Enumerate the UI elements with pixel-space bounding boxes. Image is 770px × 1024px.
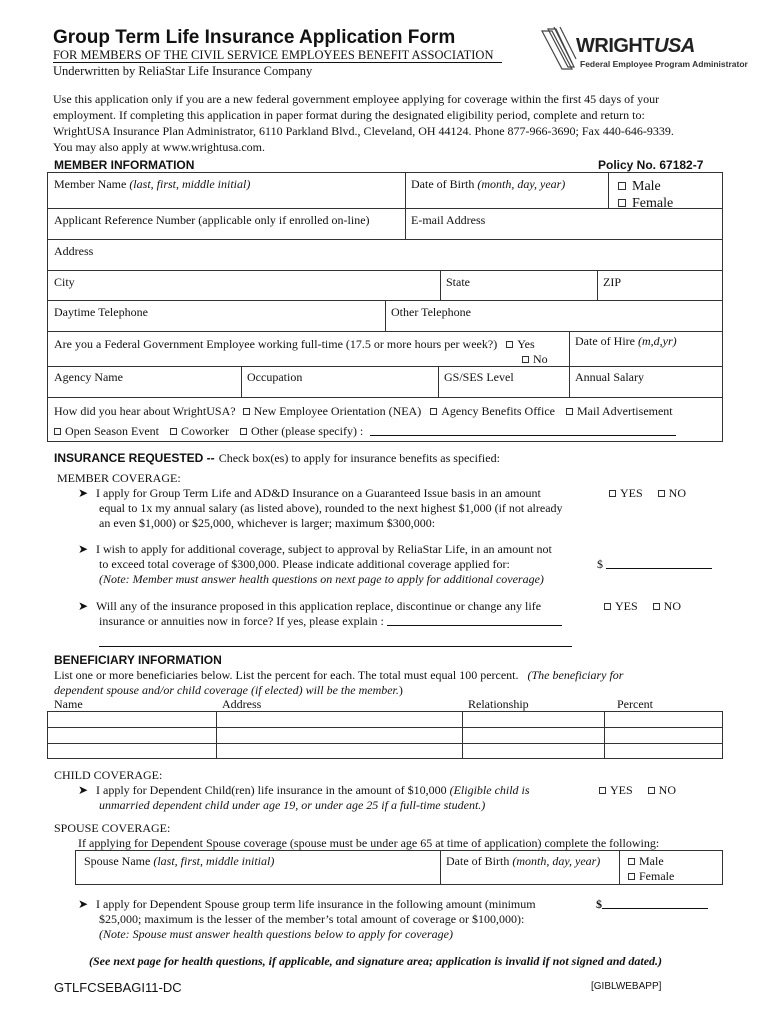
hear-option-label: Agency Benefits Office bbox=[441, 404, 555, 418]
intro-line: Use this application only if you are a new federal government employee applying for coverage within the first 45 days of your bbox=[53, 92, 660, 106]
intro-paragraph bbox=[53, 91, 713, 155]
other-phone-field[interactable] bbox=[385, 301, 477, 324]
table-row[interactable] bbox=[48, 712, 722, 727]
spouse-amount-item bbox=[78, 897, 598, 942]
checkbox-icon[interactable] bbox=[566, 408, 573, 415]
hear-question-text: How did you hear about WrightUSA? bbox=[54, 404, 236, 418]
checkbox-icon[interactable] bbox=[170, 428, 177, 435]
state-label: State bbox=[446, 275, 470, 289]
hear-option-label: Other (please specify) : bbox=[250, 424, 364, 438]
item1-yes-option[interactable] bbox=[609, 486, 643, 500]
fulltime-no-option[interactable] bbox=[516, 348, 554, 371]
intro-line: WrightUSA Insurance Plan Administrator, 6110 Parkland Blvd., Cleveland, OH 44124. Phone 877-966-3690; Fax 440-646-9339. bbox=[53, 124, 674, 138]
member-female-option[interactable] bbox=[618, 195, 673, 212]
yes-label: Yes bbox=[517, 337, 535, 351]
checkbox-icon[interactable] bbox=[599, 787, 606, 794]
member-dob-hint: (month, day, year) bbox=[477, 177, 566, 191]
item-text: an even $1,000) or $25,000, whichever is larger; maximum $300,000: bbox=[99, 516, 436, 530]
dollar-sign: $ bbox=[597, 557, 603, 571]
item-text: insurance or annuities now in force? If yes, please explain : bbox=[99, 614, 384, 628]
hear-option-coworker[interactable] bbox=[170, 424, 229, 438]
additional-amount-input[interactable] bbox=[606, 558, 712, 569]
insurance-heading-row bbox=[54, 449, 500, 467]
hear-option-label: Open Season Event bbox=[65, 424, 159, 438]
hear-option-label: New Employee Orientation (NEA) bbox=[253, 404, 422, 418]
item3-yes-option[interactable] bbox=[604, 599, 638, 613]
beneficiary-instructions bbox=[54, 668, 724, 698]
item-italic: unmarried dependent child under age 19, or under age 25 if a full-time student.) bbox=[99, 798, 486, 812]
wrightusa-logo bbox=[538, 25, 748, 77]
beneficiary-col-address: Address bbox=[222, 697, 262, 711]
beneficiary-col-name: Name bbox=[54, 697, 83, 711]
item1-no-option[interactable] bbox=[658, 486, 686, 500]
insurance-heading-note: Check box(es) to apply for insurance benefits as specified: bbox=[218, 451, 500, 465]
item3-no-option[interactable] bbox=[653, 599, 681, 613]
hear-option-mail[interactable] bbox=[566, 404, 673, 418]
spouse-sex-group bbox=[622, 850, 680, 888]
instruction-text: List one or more beneficiaries below. List the percent for each. The total must equal 100 percent. bbox=[54, 668, 519, 682]
applicant-reference-field[interactable] bbox=[48, 209, 376, 232]
male-label: Male bbox=[639, 854, 664, 868]
hear-option-label: Mail Advertisement bbox=[576, 404, 673, 418]
item-text: I wish to apply for additional coverage, subject to approval by ReliaStar Life, in an amount not bbox=[96, 542, 552, 556]
member-male-option[interactable] bbox=[618, 178, 673, 195]
form-code: [GIBLWEBAPP] bbox=[591, 981, 662, 992]
instruction-italic: (The beneficiary for bbox=[527, 668, 624, 682]
male-label: Male bbox=[632, 179, 661, 194]
female-label: Female bbox=[632, 196, 674, 211]
member-dob-field[interactable] bbox=[405, 173, 571, 196]
member-coverage-item-3 bbox=[78, 599, 598, 650]
item-italic: (Eligible child is bbox=[449, 783, 530, 797]
beneficiary-col-percent: Percent bbox=[617, 697, 653, 711]
checkbox-icon[interactable] bbox=[653, 603, 660, 610]
address-field[interactable] bbox=[48, 240, 99, 263]
address-label: Address bbox=[54, 244, 94, 258]
zip-label: ZIP bbox=[603, 275, 621, 289]
item-text: to exceed total coverage of $300,000. Please indicate additional coverage applied for: bbox=[99, 557, 510, 571]
spouse-amount-input[interactable] bbox=[602, 898, 708, 909]
logo-brand-suffix: USA bbox=[654, 35, 695, 57]
female-label: Female bbox=[639, 869, 675, 883]
member-info-table bbox=[47, 172, 723, 442]
occupation-field[interactable] bbox=[241, 366, 308, 389]
agency-name-field[interactable] bbox=[48, 366, 129, 389]
beneficiary-heading: BENEFICIARY INFORMATION bbox=[54, 653, 222, 667]
item-note: (Note: Spouse must answer health questions below to apply for coverage) bbox=[99, 927, 453, 941]
item-text: equal to 1x my annual salary (as listed above), rounded to the next highest $1,000 (if not already bbox=[99, 501, 563, 515]
checkbox-icon[interactable] bbox=[648, 787, 655, 794]
arrow-bullet-icon: ➤ bbox=[78, 599, 89, 613]
replacement-explain-input[interactable] bbox=[387, 615, 562, 626]
fulltime-question-text: Are you a Federal Government Employee working full-time (17.5 or more hours per week?) bbox=[54, 337, 498, 351]
daytime-phone-field[interactable] bbox=[48, 301, 154, 324]
gs-label: GS/SES Level bbox=[444, 370, 514, 384]
checkbox-icon[interactable] bbox=[430, 408, 437, 415]
hear-option-nea[interactable] bbox=[243, 404, 422, 418]
spouse-female-option[interactable] bbox=[628, 869, 674, 884]
child-yes-no bbox=[599, 783, 676, 798]
child-coverage-heading: CHILD COVERAGE: bbox=[54, 768, 163, 782]
logo-brand: WRIGHT bbox=[576, 35, 655, 57]
underwriter-text: Underwritten by ReliaStar Life Insurance Company bbox=[53, 64, 313, 78]
checkbox-icon[interactable] bbox=[628, 873, 635, 880]
checkbox-icon[interactable] bbox=[618, 199, 626, 207]
checkbox-icon[interactable] bbox=[628, 858, 635, 865]
item-text: I apply for Dependent Spouse group term life insurance in the following amount (minimum bbox=[96, 897, 536, 911]
other-phone-label: Other Telephone bbox=[391, 305, 471, 319]
checkbox-icon[interactable] bbox=[609, 490, 616, 497]
salary-label: Annual Salary bbox=[575, 370, 644, 384]
instruction-italic: dependent spouse and/or child coverage (if elected) will be the member. bbox=[54, 683, 399, 697]
checkbox-icon[interactable] bbox=[618, 182, 626, 190]
city-label: City bbox=[54, 275, 75, 289]
spouse-coverage-heading: SPOUSE COVERAGE: bbox=[54, 821, 171, 835]
item-text: Will any of the insurance proposed in this application replace, discontinue or change any life bbox=[96, 599, 542, 613]
spouse-dob-hint: (month, day, year) bbox=[512, 854, 601, 868]
checkbox-icon[interactable] bbox=[506, 341, 513, 348]
checkbox-icon[interactable] bbox=[658, 490, 665, 497]
replacement-explain-input-2[interactable] bbox=[99, 636, 572, 647]
occupation-label: Occupation bbox=[247, 370, 303, 384]
policy-number: Policy No. 67182-7 bbox=[598, 158, 704, 172]
hear-option-label: Coworker bbox=[180, 424, 229, 438]
form-id: GTLFCSEBAGI11-DC bbox=[54, 980, 182, 995]
additional-coverage-amount[interactable] bbox=[597, 557, 712, 572]
member-name-hint: (last, first, middle initial) bbox=[129, 177, 251, 191]
beneficiary-table bbox=[47, 711, 723, 759]
spouse-info-table bbox=[75, 850, 723, 885]
reference-label: Applicant Reference Number (applicable only if enrolled on-line) bbox=[54, 213, 370, 227]
spouse-amount-field[interactable] bbox=[596, 897, 708, 912]
city-field[interactable] bbox=[48, 271, 81, 294]
annual-salary-field[interactable] bbox=[569, 366, 650, 389]
fulltime-question bbox=[48, 333, 541, 356]
no-label: NO bbox=[668, 486, 687, 500]
intro-line: You may also apply at www.wrightusa.com. bbox=[53, 140, 265, 154]
arrow-bullet-icon: ➤ bbox=[78, 542, 89, 556]
item1-yes-no bbox=[609, 486, 686, 501]
member-dob-label: Date of Birth bbox=[411, 177, 475, 191]
no-label: NO bbox=[663, 599, 682, 613]
gs-level-field[interactable] bbox=[438, 366, 520, 389]
intro-line: employment. If completing this application in paper format during the designated eligibility period, complete and return to: bbox=[53, 108, 645, 122]
member-info-heading: MEMBER INFORMATION bbox=[54, 158, 195, 172]
no-label: NO bbox=[658, 783, 677, 797]
yes-label: YES bbox=[610, 783, 633, 797]
member-name-field[interactable] bbox=[48, 173, 256, 196]
spouse-name-field[interactable] bbox=[78, 850, 280, 873]
member-sex-group bbox=[612, 174, 679, 216]
arrow-bullet-icon: ➤ bbox=[78, 783, 89, 797]
spouse-coverage-intro: If applying for Dependent Spouse coverage (spouse must be under age 65 at time of application) complete the following: bbox=[78, 836, 660, 850]
beneficiary-col-relationship: Relationship bbox=[468, 697, 529, 711]
hire-hint: (m,d,yr) bbox=[637, 334, 677, 348]
table-row[interactable] bbox=[48, 728, 722, 743]
item3-yes-no bbox=[604, 599, 681, 614]
hear-option-agency[interactable] bbox=[430, 404, 555, 418]
email-field[interactable] bbox=[405, 209, 491, 232]
checkbox-icon[interactable] bbox=[240, 428, 247, 435]
checkbox-icon[interactable] bbox=[522, 356, 529, 363]
child-no-option[interactable] bbox=[648, 783, 676, 797]
item-note: (Note: Member must answer health questions on next page to apply for additional coverage) bbox=[99, 572, 544, 586]
other-specify-input[interactable] bbox=[370, 425, 676, 436]
signature-notice: (See next page for health questions, if applicable, and signature area; application is invalid if not signed and dated.) bbox=[89, 954, 663, 968]
no-label: No bbox=[533, 352, 548, 366]
spouse-name-hint: (last, first, middle initial) bbox=[153, 854, 275, 868]
dollar-sign: $ bbox=[596, 897, 602, 911]
hear-option-other[interactable] bbox=[240, 424, 363, 438]
logo-tagline: Federal Employee Program Administrator bbox=[580, 59, 748, 69]
form-title: Group Term Life Insurance Application Form bbox=[53, 27, 456, 48]
checkbox-icon[interactable] bbox=[243, 408, 250, 415]
arrow-bullet-icon: ➤ bbox=[78, 486, 89, 500]
date-of-hire-field[interactable] bbox=[569, 330, 683, 353]
spouse-name-label: Spouse Name bbox=[84, 854, 151, 868]
instruction-text: ) bbox=[398, 683, 403, 697]
member-coverage-item-2 bbox=[78, 542, 598, 587]
table-row[interactable] bbox=[48, 744, 722, 758]
hear-option-open-season[interactable] bbox=[54, 424, 159, 438]
daytime-phone-label: Daytime Telephone bbox=[54, 305, 148, 319]
email-label: E-mail Address bbox=[411, 213, 486, 227]
item-text: I apply for Group Term Life and AD&D Insurance on a Guaranteed Issue basis in an amount bbox=[96, 486, 541, 500]
agency-label: Agency Name bbox=[54, 370, 123, 384]
item-text: $25,000; maximum is the lesser of the member’s total amount of coverage or $100,000): bbox=[99, 912, 525, 926]
form-subtitle: FOR MEMBERS OF THE CIVIL SERVICE EMPLOYEES BENEFIT ASSOCIATION bbox=[53, 48, 502, 63]
item-text: I apply for Dependent Child(ren) life insurance in the amount of $10,000 bbox=[96, 783, 447, 797]
checkbox-icon[interactable] bbox=[604, 603, 611, 610]
checkbox-icon[interactable] bbox=[54, 428, 61, 435]
spouse-male-option[interactable] bbox=[628, 854, 674, 869]
member-name-label: Member Name bbox=[54, 177, 127, 191]
child-yes-option[interactable] bbox=[599, 783, 633, 797]
spouse-dob-label: Date of Birth bbox=[446, 854, 510, 868]
yes-label: YES bbox=[620, 486, 643, 500]
state-field[interactable] bbox=[440, 271, 476, 294]
child-coverage-item bbox=[78, 783, 598, 813]
hire-label: Date of Hire bbox=[575, 334, 635, 348]
member-coverage-item-1 bbox=[78, 486, 598, 531]
member-coverage-heading: MEMBER COVERAGE: bbox=[57, 471, 181, 485]
spouse-dob-field[interactable] bbox=[440, 850, 606, 873]
hear-about-row2 bbox=[48, 420, 682, 443]
yes-label: YES bbox=[615, 599, 638, 613]
arrow-bullet-icon: ➤ bbox=[78, 897, 89, 911]
insurance-heading: INSURANCE REQUESTED -- bbox=[54, 451, 215, 465]
zip-field[interactable] bbox=[597, 271, 627, 294]
